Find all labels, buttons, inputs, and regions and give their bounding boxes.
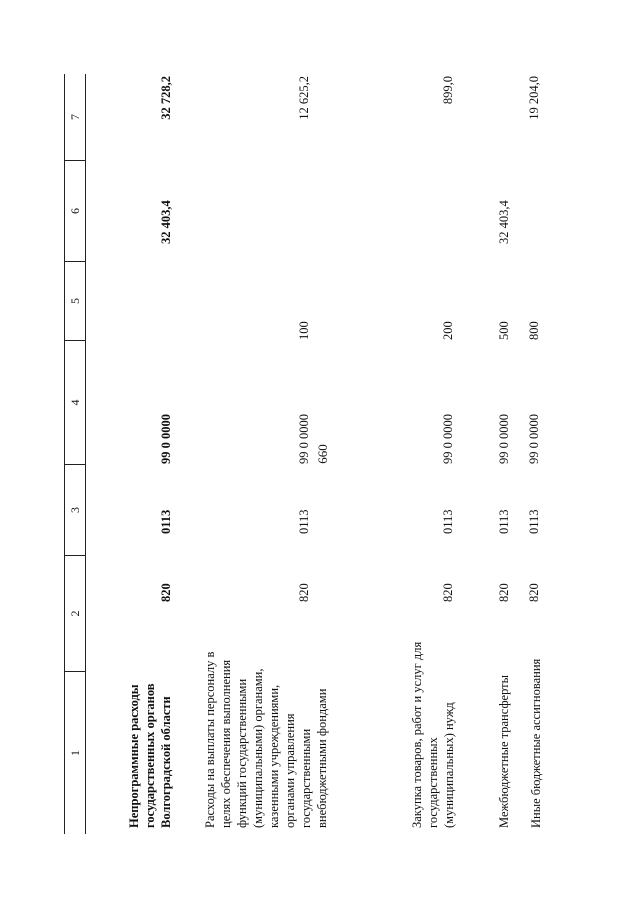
row-target-code: 99 0 0000 <box>497 414 511 464</box>
row-section-code: 0113 <box>441 509 455 534</box>
header-col-2: 2 <box>65 556 86 672</box>
row-ministry-code: 820 <box>497 583 511 602</box>
row-expense-type: 200 <box>441 321 455 340</box>
row-target-code: 99 0 0000 <box>159 414 173 464</box>
row-ministry-code: 820 <box>297 583 311 602</box>
header-row <box>64 74 86 834</box>
row-target-code: 99 0 0000 <box>527 414 541 464</box>
row-target-code: 99 0 0000 <box>441 414 455 464</box>
header-col-4: 4 <box>65 341 86 465</box>
row-ministry-code: 820 <box>441 583 455 602</box>
row-ministry-code: 820 <box>159 583 173 602</box>
row-section-code: 0113 <box>527 509 541 534</box>
row-name: Расходы на выплаты персоналу в целях обеспечения выполнения функций государственными (муниципальными) органами, казенными учреждениями, органами управления государственными внебюджетными фондами <box>203 651 329 828</box>
row-name: Межбюджетные трансферты <box>497 674 511 828</box>
header-col-7: 7 <box>65 74 86 161</box>
row-section-code: 0113 <box>297 509 311 534</box>
row-amount-col6: 32 403,4 <box>497 200 511 244</box>
row-name: Закупка товаров, работ и услуг для государственных (муниципальных) нужд <box>410 641 456 828</box>
row-expense-type: 100 <box>297 321 311 340</box>
page-number: 660 <box>315 444 330 464</box>
row-expense-type: 500 <box>497 321 511 340</box>
row-amount-col7: 32 728,2 <box>159 76 173 120</box>
row-amount-col6: 32 403,4 <box>159 200 173 244</box>
row-ministry-code: 820 <box>527 583 541 602</box>
row-section-code: 0113 <box>159 509 173 534</box>
row-amount-col7: 19 204,0 <box>527 76 541 120</box>
row-section-code: 0113 <box>497 509 511 534</box>
row-target-code: 99 0 0000 <box>297 414 311 464</box>
header-col-3: 3 <box>65 465 86 556</box>
header-col-6: 6 <box>65 161 86 262</box>
row-amount-col7: 12 625,2 <box>297 76 311 120</box>
row-name: Непрограммные расходы государственных органов Волгоградской области <box>127 683 173 828</box>
row-amount-col7: 899,0 <box>441 76 455 105</box>
table-container <box>64 74 624 834</box>
budget-table <box>64 74 624 834</box>
header-col-5: 5 <box>65 262 86 341</box>
row-expense-type: 800 <box>527 321 541 340</box>
row-name: Иные бюджетные ассигнования <box>529 658 543 828</box>
header-col-1: 1 <box>68 750 82 756</box>
